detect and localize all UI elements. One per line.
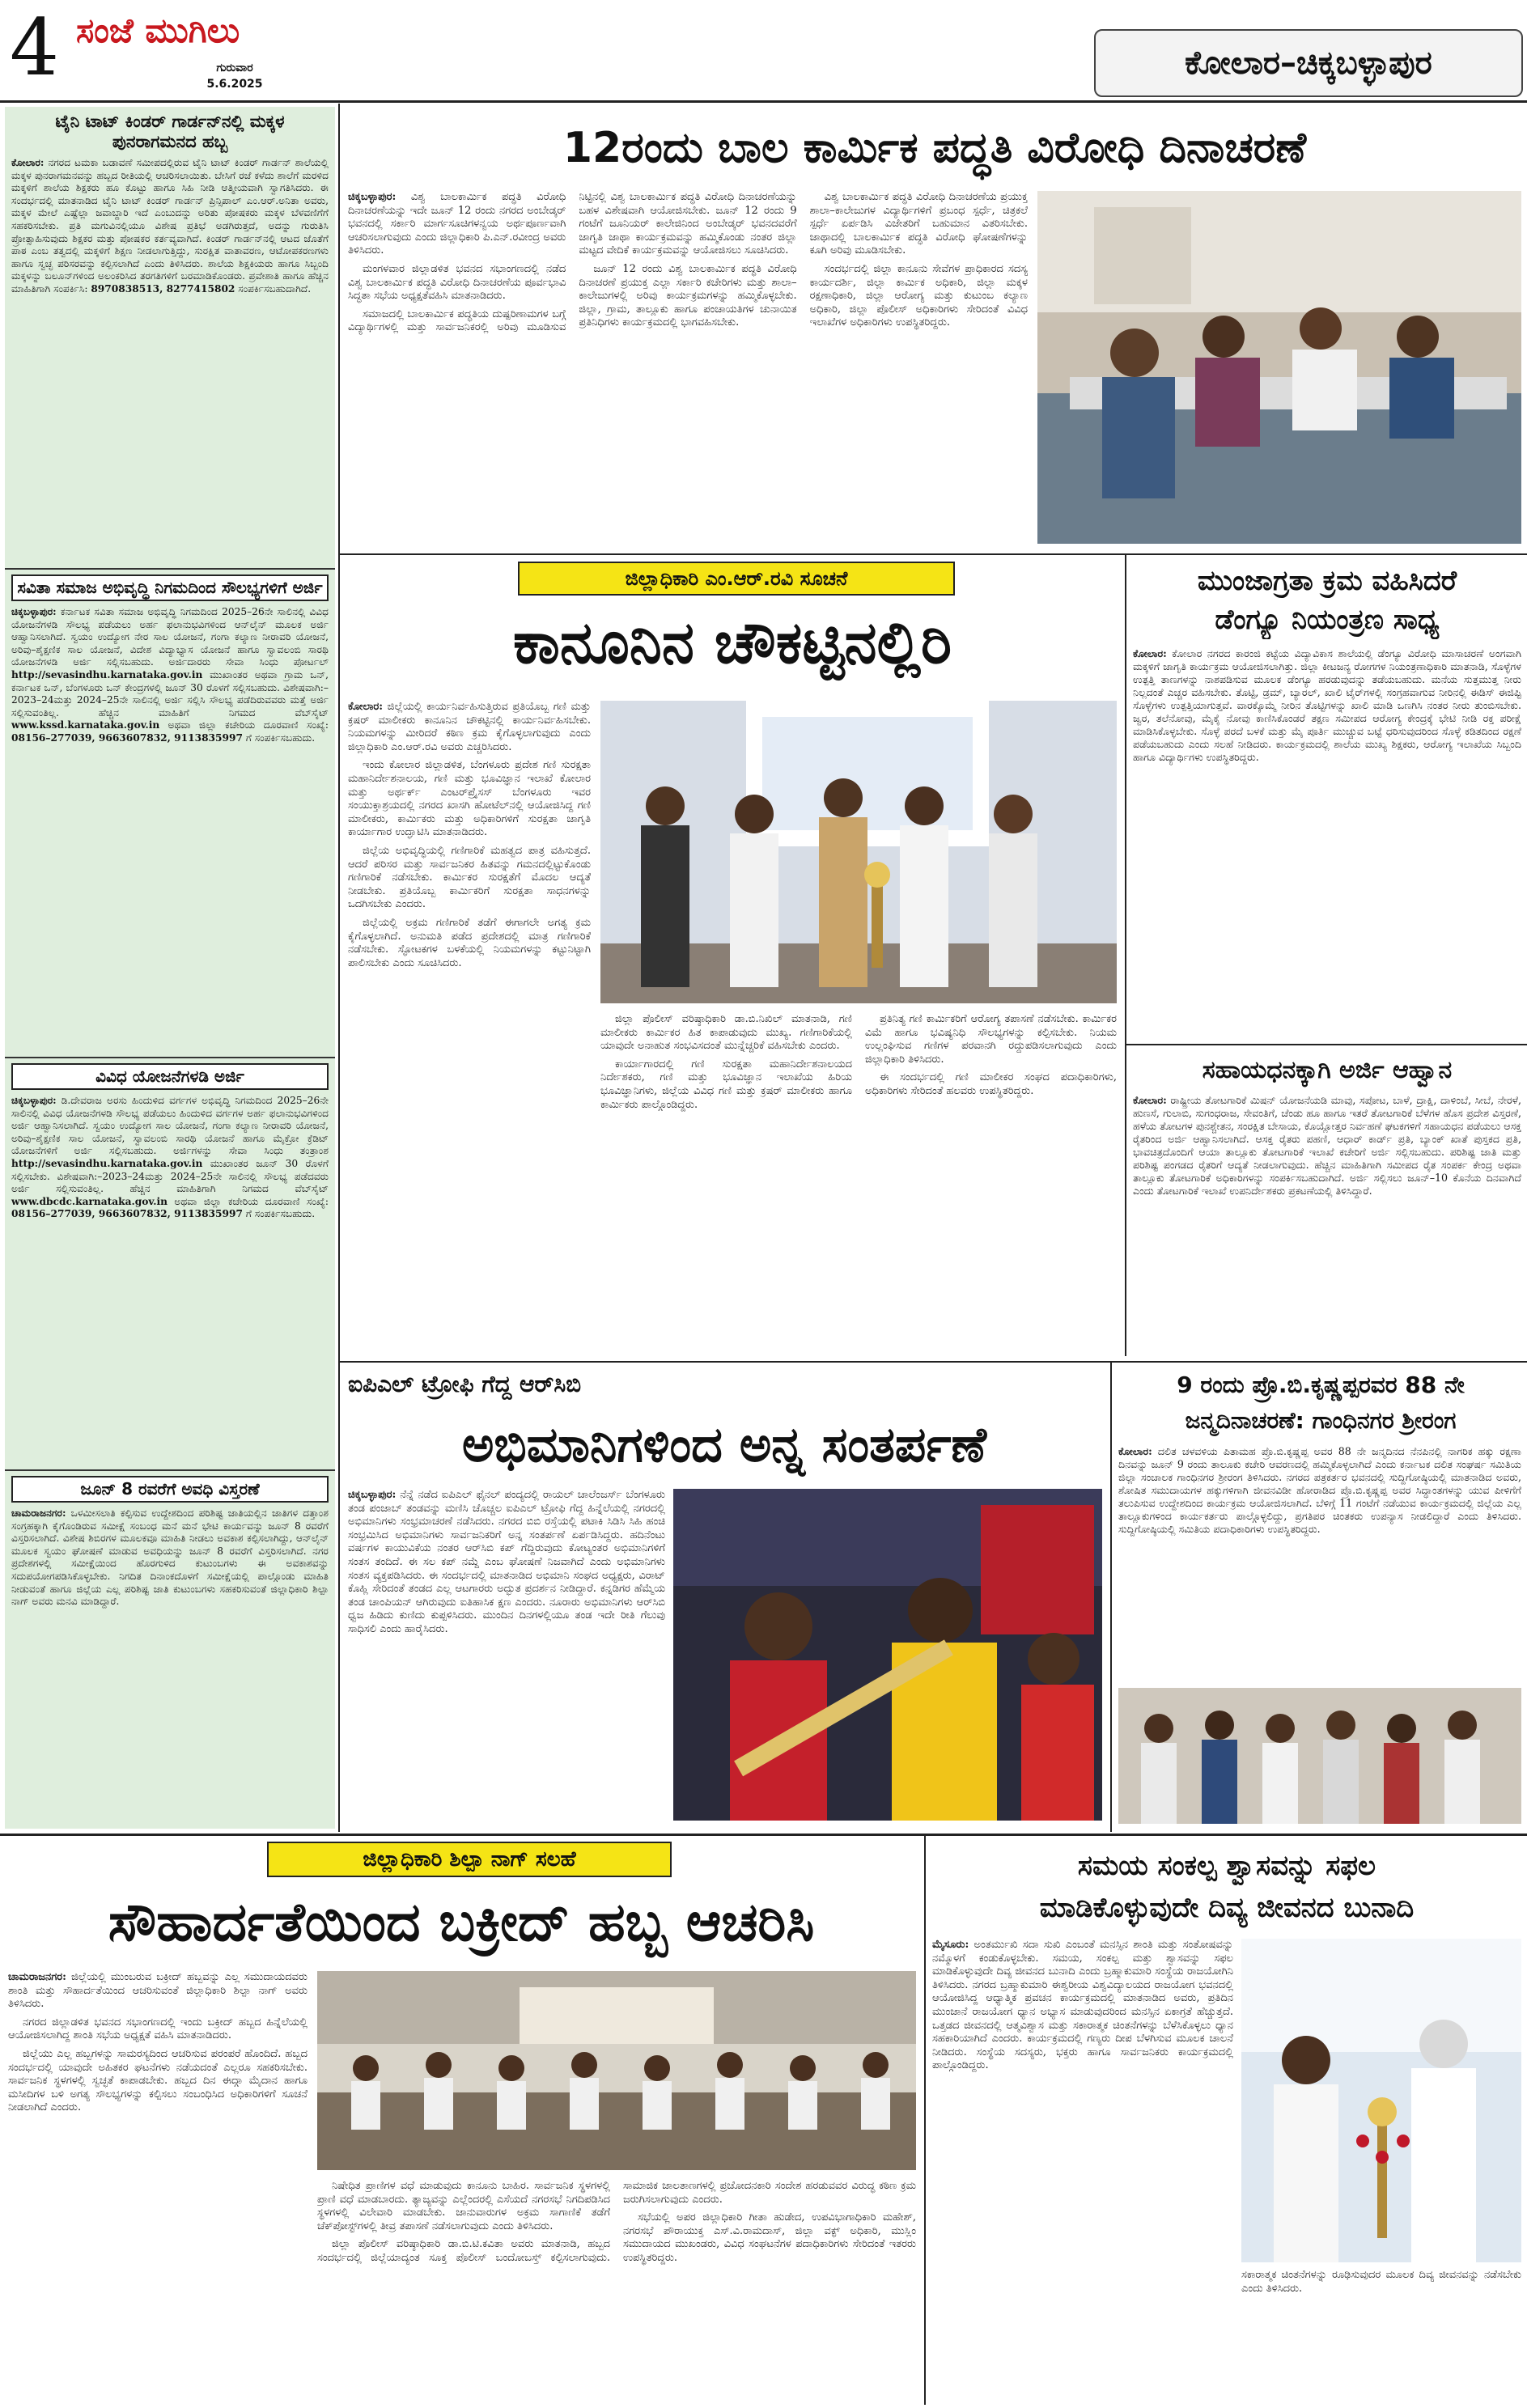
logo-text: ಸಂಜೆ ಮುಗಿಲು	[76, 11, 240, 50]
section-banner	[1094, 29, 1523, 97]
story-dengue-body: ಕೋಲಾರ: ಕೋಲಾರ ನಗರದ ಕಾರಂಜಿ ಕಟ್ಟೆಯ ವಿದ್ಯಾವಿಕಾಸ ಶಾಲೆಯಲ್ಲಿ ಡೆಂಗ್ಯೂ ವಿರೋಧಿ ಮಾಸಾಚರಣೆ ಅಂಗವಾಗಿ ಮಕ್ಕಳಿಗೆ ಜಾಗೃತಿ ಕಾರ್ಯಕ್ರಮ ಆಯೋಜಿಸಲಾಗಿತ್ತು. ಜಿಲ್ಲಾ ಕೀಟಜನ್ಯ ರೋಗಗಳ ನಿಯಂತ್ರಣಾಧಿಕಾರಿ ಮಾತನಾಡಿ, ಸೊಳ್ಳೆಗಳ ಉತ್ಪತ್ತಿ ತಾಣಗಳನ್ನು ನಾಶಪಡಿಸುವ ಮೂಲಕ ಡೆಂಗ್ಯೂ ಹರಡುವುದನ್ನು ತಡೆಯಬಹುದು. ಮನೆಯ ಸುತ್ತಮುತ್ತ ನೀರು ನಿಲ್ಲದಂತೆ ಎಚ್ಚರ ವಹಿಸಬೇಕು. ತೊಟ್ಟಿ, ಡ್ರಮ್, ಬ್ಯಾರಲ್, ಖಾಲಿ ಟೈರ್‌ಗಳಲ್ಲಿ ಸಂಗ್ರಹವಾಗುವ ನೀರಿನಲ್ಲಿ ಈಡಿಸ್ ಈಜಿಪ್ಟಿ ಸೊಳ್ಳೆಗಳು ಉತ್ಪತ್ತಿಯಾಗುತ್ತವೆ. ವಾರಕ್ಕೊಮ್ಮೆ ನೀರಿನ ತೊಟ್ಟಿಗಳನ್ನು ಖಾಲಿ ಮಾಡಿ ಒಣಗಿಸಿ ನಂತರ ನೀರು ತುಂಬಿಸಬೇಕು. ಜ್ವರ, ತಲೆನೋವು, ಮೈಕೈ ನೋವು ಕಾಣಿಸಿಕೊಂಡರೆ ತಕ್ಷಣ ಸಮೀಪದ ಆರೋಗ್ಯ ಕೇಂದ್ರಕ್ಕೆ ಭೇಟಿ ನೀಡಿ ರಕ್ತ ಪರೀಕ್ಷೆ ಮಾಡಿಸಿಕೊಳ್ಳಬೇಕು. ಸೊಳ್ಳೆ ಪರದೆ ಬಳಕೆ ಮತ್ತು ಮೈ ಪೂರ್ತಿ ಮುಚ್ಚುವ ಬಟ್ಟೆ ಧರಿಸುವುದರಿಂದ ಸೊಳ್ಳೆ ಕಡಿತದಿಂದ ರಕ್ಷಣೆ ಪಡೆಯಬಹುದು ಎಂದು ಸಲಹೆ ನೀಡಿದರು. ಕಾರ್ಯಕ್ರಮದಲ್ಲಿ ಶಾಲೆಯ ಮುಖ್ಯ ಶಿಕ್ಷಕರು, ಆರೋಗ್ಯ ಇಲಾಖೆಯ ಸಿಬ್ಬಂದಿ ಹಾಗೂ ವಿದ್ಯಾರ್ಥಿಗಳು ಉಪಸ್ಥಿತರಿದ್ದರು.	[1133, 647, 1521, 763]
photo-child-labour-meeting	[1037, 191, 1521, 544]
headline-assistance: ಸಹಾಯಧನಕ್ಕಾಗಿ ಅರ್ಜಿ ಆಹ್ವಾನ	[1202, 1056, 1453, 1084]
story-divine-body: ಮೈಸೂರು: ಅಂತರ್ಮುಖಿ ಸದಾ ಸುಖಿ ಎಂಬಂತೆ ಮನಸ್ಸಿನ ಶಾಂತಿ ಮತ್ತು ಸಂತೋಷವನ್ನು ನಮ್ಮೊಳಗೆ ಕಂಡುಕೊಳ್ಳಬೇಕು. ಸಮಯ, ಸಂಕಲ್ಪ ಮತ್ತು ಶ್ವಾಸವನ್ನು ಸಫಲ ಮಾಡಿಕೊಳ್ಳುವುದೇ ದಿವ್ಯ ಜೀವನದ ಬುನಾದಿ ಎಂದು ಬ್ರಹ್ಮಾಕುಮಾರಿ ಸಂಸ್ಥೆಯ ರಾಜಯೋಗಿನಿ ತಿಳಿಸಿದರು. ನಗರದ ಬ್ರಹ್ಮಾಕುಮಾರಿ ಈಶ್ವರೀಯ ವಿಶ್ವವಿದ್ಯಾಲಯದ ರಾಜಯೋಗ ಭವನದಲ್ಲಿ ಆಯೋಜಿಸಿದ್ದ ಆಧ್ಯಾತ್ಮಿಕ ಪ್ರವಚನ ಕಾರ್ಯಕ್ರಮದಲ್ಲಿ ಮಾತನಾಡಿದ ಅವರು, ಪ್ರತಿದಿನ ಮುಂಜಾನೆ ರಾಜಯೋಗ ಧ್ಯಾನ ಅಭ್ಯಾಸ ಮಾಡುವುದರಿಂದ ಮನಸ್ಸಿನ ಏಕಾಗ್ರತೆ ಹೆಚ್ಚುತ್ತದೆ. ಒತ್ತಡದ ಜೀವನದಲ್ಲಿ ಆತ್ಮವಿಶ್ವಾಸ ಮತ್ತು ಸಕಾರಾತ್ಮಕ ಚಿಂತನೆಗಳನ್ನು ಬೆಳೆಸಿಕೊಳ್ಳಲು ಧ್ಯಾನ ಸಹಕಾರಿಯಾಗಿದೆ ಎಂದರು. ಕಾರ್ಯಕ್ರಮದಲ್ಲಿ ಗಣ್ಯರು ದೀಪ ಬೆಳಗಿಸುವ ಮೂಲಕ ಚಾಲನೆ ನೀಡಿದರು. ಸಂಸ್ಥೆಯ ಸದಸ್ಯರು, ಭಕ್ತರು ಹಾಗೂ ಸಾರ್ವಜನಿಕರು ಕಾರ್ಯಕ್ರಮದಲ್ಲಿ ಪಾಲ್ಗೊಂಡಿದ್ದರು.	[932, 1939, 1233, 2072]
masthead-logo	[76, 5, 319, 61]
headline-divine-l1: ಸಮಯ ಸಂಕಲ್ಪ ಶ್ವಾಸವನ್ನು ಸಫಲ	[1077, 1850, 1376, 1882]
brief-body: ಚಿಕ್ಕಬಳ್ಳಾಪುರ: ಡಿ.ದೇವರಾಜ ಅರಸು ಹಿಂದುಳಿದ ವರ್ಗಗಳ ಅಭಿವೃದ್ಧಿ ನಿಗಮದಿಂದ 2025–26ನೇ ಸಾಲಿನಲ್ಲಿ ವಿವಿಧ ಯೋಜನೆಗಳಡಿ ಸೌಲಭ್ಯ ಪಡೆಯಲು ಹಿಂದುಳಿದ ವರ್ಗಗಳ ಅರ್ಹ ಫಲಾನುಭವಿಗಳಿಂದ ಅರ್ಜಿ ಆಹ್ವಾನಿಸಲಾಗಿದೆ. ಸ್ವಯಂ ಉದ್ಯೋಗ ಸಾಲ ಯೋಜನೆ, ಗಂಗಾ ಕಲ್ಯಾಣ ನೀರಾವರಿ ಯೋಜನೆ, ಅರಿವು–ಶೈಕ್ಷಣಿಕ ಸಾಲ ಯೋಜನೆ, ಸ್ವಾವಲಂಬಿ ಸಾರಥಿ ಯೋಜನೆ ಹಾಗೂ ಮೈಕ್ರೋ ಕ್ರೆಡಿಟ್ ಯೋಜನೆಗಳಿಗೆ ಅರ್ಜಿ ಸಲ್ಲಿಸಬಹುದು. ಅರ್ಜಿಗಳನ್ನು ಸೇವಾ ಸಿಂಧು ತಂತ್ರಾಂಶ http://sevasindhu.karnataka.gov.in ಮುಖಾಂತರ ಜೂನ್ 30 ರೊಳಗೆ ಸಲ್ಲಿಸಬೇಕು. ವಿಶೇಷವಾಗಿ:–2023–24ಮತ್ತು 2024–25ನೇ ಸಾಲಿನಲ್ಲಿ ಸೌಲಭ್ಯ ಪಡೆದವರು ಅರ್ಜಿ ಸಲ್ಲಿಸುವಂತಿಲ್ಲ. ಹೆಚ್ಚಿನ ಮಾಹಿತಿಗಾಗಿ ನಿಗಮದ ವೆಬ್‌ಸೈಟ್ www.dbcdc.karnataka.gov.in ಅಥವಾ ಜಿಲ್ಲಾ ಕಚೇರಿಯ ದೂರವಾಣಿ ಸಂಖ್ಯೆ: 08156–277039, 9663607832, 9113835997 ಗೆ ಸಂಪರ್ಕಿಸಬಹುದು.	[11, 1095, 329, 1220]
brief-body: ಕೋಲಾರ: ನಗರದ ಟಮಕಾ ಬಡಾವಣೆ ಸಮೀಪದಲ್ಲಿರುವ ಟೈನಿ ಟಾಟ್ ಕಿಂಡರ್ ಗಾರ್ಡನ್ ಶಾಲೆಯಲ್ಲಿ ಮಕ್ಕಳ ಪುನರಾಗಮನವನ್ನು ಹಬ್ಬದ ರೀತಿಯಲ್ಲಿ ಆಚರಿಸಲಾಯಿತು. ಬೇಸಿಗೆ ರಜೆ ಕಳೆದು ಶಾಲೆಗೆ ಮರಳಿದ ಮಕ್ಕಳಿಗೆ ಶಾಲೆಯ ಶಿಕ್ಷಕರು ಹೂ ಕೊಟ್ಟು ಹಾಗೂ ಸಿಹಿ ನೀಡಿ ಆತ್ಮೀಯವಾಗಿ ಸ್ವಾಗತಿಸಿದರು. ಈ ಸಂದರ್ಭದಲ್ಲಿ ಮಾತನಾಡಿದ ಟೈನಿ ಟಾಟ್ ಕಿಂಡರ್ ಗಾರ್ಡನ್ ಪ್ರಿನ್ಸಿಪಾಲ್ ಎಂ.ಆರ್.ಅನಿತಾ ಅವರು, ಮಕ್ಕಳ ಮೇಲೆ ಎಷ್ಟೆಲ್ಲಾ ಜವಾಬ್ದಾರಿ ಇದೆ ಎಂಬುದನ್ನು ಅರಿತು ಪೋಷಕರು ಮಕ್ಕಳ ಬೆಳವಣಿಗೆಗೆ ಸಹಕರಿಸಬೇಕು. ಪ್ರತಿ ಮಗುವಿನಲ್ಲಿಯೂ ವಿಶೇಷ ಪ್ರತಿಭೆ ಅಡಗಿರುತ್ತದೆ, ಅದನ್ನು ಗುರುತಿಸಿ ಪ್ರೋತ್ಸಾಹಿಸುವುದು ಶಿಕ್ಷಕರ ಮತ್ತು ಪೋಷಕರ ಕರ್ತವ್ಯವಾಗಿದೆ. ಕಿಂಡರ್ ಗಾರ್ಡನ್‌ನಲ್ಲಿ ಆಟದ ಜೊತೆಗೆ ಪಾಠ ಎಂಬ ತತ್ವದಲ್ಲಿ ಮಕ್ಕಳಿಗೆ ಶಿಕ್ಷಣ ನೀಡಲಾಗುತ್ತಿದ್ದು, ಸುರಕ್ಷಿತ ವಾತಾವರಣ, ಆಟೋಪಕರಣಗಳು ಹಾಗೂ ಸ್ವಚ್ಛ ಪರಿಸರವನ್ನು ಕಲ್ಪಿಸಲಾಗಿದೆ ಎಂದು ತಿಳಿಸಿದರು. ಶಾಲೆಯ ಶಿಕ್ಷಕಿಯರು ಹಾಗೂ ಸಿಬ್ಬಂದಿ ಮಕ್ಕಳನ್ನು ಬಲೂನ್‌ಗಳಿಂದ ಅಲಂಕರಿಸಿದ ತರಗತಿಗಳಿಗೆ ಬರಮಾಡಿಕೊಂಡರು. ಪ್ರವೇಶಾತಿ ಹಾಗೂ ಹೆಚ್ಚಿನ ಮಾಹಿತಿಗಾಗಿ ಸಂಪರ್ಕಿಸಿ: 8970838513, 8277415802 ಸಂಪರ್ಕಿಸಬಹುದಾಗಿದೆ.	[11, 157, 329, 295]
brief-tiny-tot	[5, 107, 335, 570]
headline-bakrid: ಸೌಹಾರ್ದತೆಯಿಂದ ಬಕ್ರೀದ್ ಹಬ್ಬ ಆಚರಿಸಿ	[108, 1891, 815, 1953]
sidebar-rule	[338, 104, 340, 1832]
section-title: ಕೋಲಾರ–ಚಿಕ್ಕಬಳ್ಳಾಪುರ	[1185, 45, 1432, 82]
story-divine-caption: ಸಕಾರಾತ್ಮಕ ಚಿಂತನೆಗಳನ್ನು ರೂಢಿಸುವುದರ ಮೂಲಕ ದಿವ್ಯ ಜೀವನವನ್ನು ನಡೆಸಬೇಕು ಎಂದು ತಿಳಿಸಿದರು.	[1241, 2269, 1521, 2295]
headline-law: ಕಾನೂನಿನ ಚೌಕಟ್ಟಿನಲ್ಲಿರಿ	[513, 608, 952, 676]
masthead	[0, 0, 1527, 101]
brief-body: ಚಾಮರಾಜನಗರ: ಒಳಮೀಸಲಾತಿ ಕಲ್ಪಿಸುವ ಉದ್ದೇಶದಿಂದ ಪರಿಶಿಷ್ಟ ಜಾತಿಯಲ್ಲಿನ ಜಾತಿಗಳ ದತ್ತಾಂಶ ಸಂಗ್ರಹಕ್ಕಾಗಿ ಕೈಗೊಂಡಿರುವ ಸಮೀಕ್ಷೆ ಸಂಬಂಧ ಮನೆ ಮನೆ ಭೇಟಿ ಕಾರ್ಯವನ್ನು ಜೂನ್ 8 ರವರೆಗೆ ವಿಸ್ತರಿಸಲಾಗಿದೆ. ವಿಶೇಷ ಶಿಬಿರಗಳ ಮೂಲಕವೂ ಮಾಹಿತಿ ನೀಡಲು ಅವಕಾಶ ಕಲ್ಪಿಸಲಾಗಿದ್ದು, ಆನ್‌ಲೈನ್ ಮೂಲಕ ಸ್ವಯಂ ಘೋಷಣೆ ಮಾಡುವ ಅವಧಿಯನ್ನು ಜೂನ್ 8 ರವರೆಗೆ ವಿಸ್ತರಿಸಲಾಗಿದೆ. ನಗರ ಪ್ರದೇಶಗಳಲ್ಲಿ ಸಮೀಕ್ಷೆಯಿಂದ ಹೊರಗುಳಿದ ಕುಟುಂಬಗಳು ಈ ಅವಕಾಶವನ್ನು ಸದುಪಯೋಗಪಡಿಸಿಕೊಳ್ಳಬೇಕು. ನಿಗದಿತ ದಿನಾಂಕದೊಳಗೆ ಸಮೀಕ್ಷೆಯಲ್ಲಿ ಪಾಲ್ಗೊಂಡು ಮಾಹಿತಿ ನೀಡುವಂತೆ ಹಾಗೂ ಜಿಲ್ಲೆಯ ಎಲ್ಲ ಪರಿಶಿಷ್ಟ ಜಾತಿ ಕುಟುಂಬಗಳು ಸಹಕರಿಸುವಂತೆ ಜಿಲ್ಲಾಧಿಕಾರಿ ಶಿಲ್ಪಾ ನಾಗ್ ಅವರು ಮನವಿ ಮಾಡಿದ್ದಾರೆ.	[11, 1507, 329, 1608]
masthead-day: ಗುರುವಾರ	[216, 61, 253, 74]
headline-dengue-l2: ಡೆಂಗ್ಯೂ ನಿಯಂತ್ರಣ ಸಾಧ್ಯ	[1215, 604, 1440, 636]
brief-headline: ಟೈನಿ ಟಾಟ್ ಕಿಂಡರ್ ಗಾರ್ಡನ್‌ನಲ್ಲಿ ಮಕ್ಕಳ ಪುನರಾಗಮನದ ಹಬ್ಬ	[55, 112, 285, 151]
story-krishnappa-body: ಕೋಲಾರ: ದಲಿತ ಚಳವಳಿಯ ಪಿತಾಮಹ ಪ್ರೊ.ಬಿ.ಕೃಷ್ಣಪ್ಪ ಅವರ 88 ನೇ ಜನ್ಮದಿನದ ನೆನಪಿನಲ್ಲಿ ನಾಗರಿಕ ಹಕ್ಕು ರಕ್ಷಣಾ ದಿನವನ್ನು ಜೂನ್ 9 ರಂದು ತಾಲೂಕು ಕಚೇರಿ ಆವರಣದಲ್ಲಿ ಹಮ್ಮಿಕೊಳ್ಳಲಾಗಿದೆ ಎಂದು ಕರ್ನಾಟಕ ದಲಿತ ಸಂಘರ್ಷ ಸಮಿತಿಯ ಜಿಲ್ಲಾ ಸಂಚಾಲಕ ಗಾಂಧಿನಗರ ಶ್ರೀರಂಗ ತಿಳಿಸಿದರು. ನಗರದ ಪತ್ರಕರ್ತರ ಭವನದಲ್ಲಿ ಸುದ್ದಿಗೋಷ್ಠಿಯಲ್ಲಿ ಮಾತನಾಡಿದ ಅವರು, ಶೋಷಿತ ಸಮುದಾಯಗಳ ಹಕ್ಕುಗಳಿಗಾಗಿ ಜೀವನವಿಡೀ ಹೋರಾಡಿದ ಪ್ರೊ.ಬಿ.ಕೃಷ್ಣಪ್ಪ ಅವರ ಸಿದ್ಧಾಂತಗಳನ್ನು ಯುವ ಪೀಳಿಗೆಗೆ ತಲುಪಿಸುವ ಉದ್ದೇಶದಿಂದ ಕಾರ್ಯಕ್ರಮ ಆಯೋಜಿಸಲಾಗಿದೆ. ಬೆಳಿಗ್ಗೆ 11 ಗಂಟೆಗೆ ನಡೆಯುವ ಕಾರ್ಯಕ್ರಮದಲ್ಲಿ ಜಿಲ್ಲೆಯ ಎಲ್ಲ ತಾಲ್ಲೂಕುಗಳಿಂದ ಕಾರ್ಯಕರ್ತರು ಪಾಲ್ಗೊಳ್ಳಲಿದ್ದು, ಪ್ರಗತಿಪರ ಚಿಂತಕರು ಉಪನ್ಯಾಸ ನೀಡಲಿದ್ದಾರೆ ಎಂದು ತಿಳಿಸಿದರು. ಸುದ್ದಿಗೋಷ್ಠಿಯಲ್ಲಿ ಸಮಿತಿಯ ಪದಾಧಿಕಾರಿಗಳು ಉಪಸ್ಥಿತರಿದ್ದರು.	[1118, 1445, 1521, 1535]
sidebar-briefs	[5, 107, 335, 1829]
story-rcb-body: ಚಿಕ್ಕಬಳ್ಳಾಪುರ: ನೆನ್ನೆ ನಡೆದ ಐಪಿಎಲ್ ಫೈನಲ್ ಪಂದ್ಯದಲ್ಲಿ ರಾಯಲ್ ಚಾಲೆಂಜರ್ಸ್ ಬೆಂಗಳೂರು ತಂಡ ಪಂಜಾಬ್ ತಂಡವನ್ನು ಮಣಿಸಿ ಚೊಚ್ಚಲ ಐಪಿಎಲ್ ಟ್ರೋಫಿ ಗೆದ್ದ ಹಿನ್ನೆಲೆಯಲ್ಲಿ ನಗರದಲ್ಲಿ ಅಭಿಮಾನಿಗಳು ಸಂಭ್ರಮಾಚರಣೆ ನಡೆಸಿದರು. ನಗರದ ಬಿಬಿ ರಸ್ತೆಯಲ್ಲಿ ಪಟಾಕಿ ಸಿಡಿಸಿ ಸಿಹಿ ಹಂಚಿ ಸಂಭ್ರಮಿಸಿದ ಅಭಿಮಾನಿಗಳು ಸಾರ್ವಜನಿಕರಿಗೆ ಅನ್ನ ಸಂತರ್ಪಣೆ ಏರ್ಪಡಿಸಿದ್ದರು. ಹದಿನೆಂಟು ವರ್ಷಗಳ ಕಾಯುವಿಕೆಯ ನಂತರ ಆರ್‌ಸಿಬಿ ಕಪ್ ಗೆದ್ದಿರುವುದು ಕೋಟ್ಯಂತರ ಅಭಿಮಾನಿಗಳಿಗೆ ಸಂತಸ ತಂದಿದೆ. ಈ ಸಲ ಕಪ್ ನಮ್ದೆ ಎಂಬ ಘೋಷಣೆ ನಿಜವಾಗಿದೆ ಎಂದು ಅಭಿಮಾನಿಗಳು ಸಂತಸ ವ್ಯಕ್ತಪಡಿಸಿದರು. ಈ ಸಂದರ್ಭದಲ್ಲಿ ಮಾತನಾಡಿದ ಅಭಿಮಾನಿ ಸಂಘದ ಅಧ್ಯಕ್ಷರು, ವಿರಾಟ್ ಕೊಹ್ಲಿ ಸೇರಿದಂತೆ ತಂಡದ ಎಲ್ಲ ಆಟಗಾರರು ಅದ್ಭುತ ಪ್ರದರ್ಶನ ನೀಡಿದ್ದಾರೆ. ಕನ್ನಡಿಗರ ಹೆಮ್ಮೆಯ ತಂಡ ಚಾಂಪಿಯನ್ ಆಗಿರುವುದು ಐತಿಹಾಸಿಕ ಕ್ಷಣ ಎಂದರು. ನೂರಾರು ಅಭಿಮಾನಿಗಳು ಆರ್‌ಸಿಬಿ ಧ್ವಜ ಹಿಡಿದು ಕುಣಿದು ಕುಪ್ಪಳಿಸಿದರು. ಮುಂದಿನ ದಿನಗಳಲ್ಲಿಯೂ ತಂಡ ಇದೇ ರೀತಿ ಗೆಲುವು ಸಾಧಿಸಲಿ ಎಂದು ಹಾರೈಸಿದರು.	[348, 1489, 665, 1635]
rule-bakrid-right	[924, 1835, 926, 2405]
rule-bottom-band	[0, 1834, 1527, 1836]
meeting-photo-illustration	[1037, 191, 1521, 544]
brief-various-schemes	[5, 1058, 335, 1471]
brief-june8-extension	[5, 1471, 335, 1827]
headline-dengue-l1: ಮುಂಜಾಗ್ರತಾ ಕ್ರಮ ವಹಿಸಿದರೆ	[1197, 565, 1457, 597]
rcb-celebration-photo-illustration	[673, 1489, 1102, 1821]
masthead-rule	[0, 100, 1527, 103]
masthead-date: 5.6.2025	[206, 78, 263, 91]
headline-krishnappa-l1: 9 ರಂದು ಪ್ರೊ.ಬಿ.ಕೃಷ್ಣಪ್ಪರವರ 88 ನೇ	[1177, 1371, 1465, 1398]
story-bakrid-below-photo: ನಿಷೇಧಿತ ಪ್ರಾಣಿಗಳ ವಧೆ ಮಾಡುವುದು ಕಾನೂನು ಬಾಹಿರ. ಸಾರ್ವಜನಿಕ ಸ್ಥಳಗಳಲ್ಲಿ ಪ್ರಾಣಿ ವಧೆ ಮಾಡಬಾರದು. ತ್ಯಾಜ್ಯವನ್ನು ಎಲ್ಲೆಂದರಲ್ಲಿ ಎಸೆಯದೆ ನಗರಸಭೆ ನಿಗದಿಪಡಿಸಿದ ಸ್ಥಳಗಳಲ್ಲಿ ವಿಲೇವಾರಿ ಮಾಡಬೇಕು. ಜಾನುವಾರುಗಳ ಅಕ್ರಮ ಸಾಗಾಣಿಕೆ ತಡೆಗೆ ಚೆಕ್‌ಪೋಸ್ಟ್‌ಗಳಲ್ಲಿ ತೀವ್ರ ತಪಾಸಣೆ ನಡೆಸಲಾಗುವುದು ಎಂದು ತಿಳಿಸಿದರು. ಜಿಲ್ಲಾ ಪೊಲೀಸ್ ವರಿಷ್ಠಾಧಿಕಾರಿ ಡಾ.ಬಿ.ಟಿ.ಕವಿತಾ ಅವರು ಮಾತನಾಡಿ, ಹಬ್ಬದ ಸಂದರ್ಭದಲ್ಲಿ ಜಿಲ್ಲೆಯಾದ್ಯಂತ ಸೂಕ್ತ ಪೊಲೀಸ್ ಬಂದೋಬಸ್ತ್ ಕಲ್ಪಿಸಲಾಗುವುದು. ಸಾಮಾಜಿಕ ಜಾಲತಾಣಗಳಲ್ಲಿ ಪ್ರಚೋದನಕಾರಿ ಸಂದೇಶ ಹರಡುವವರ ವಿರುದ್ಧ ಕಠಿಣ ಕ್ರಮ ಜರುಗಿಸಲಾಗುವುದು ಎಂದರು. ಸಭೆಯಲ್ಲಿ ಅಪರ ಜಿಲ್ಲಾಧಿಕಾರಿ ಗೀತಾ ಹುಡೇದ, ಉಪವಿಭಾಗಾಧಿಕಾರಿ ಮಹೇಶ್, ನಗರಸಭೆ ಪೌರಾಯುಕ್ತ ಎಸ್.ವಿ.ರಾಮದಾಸ್, ಜಿಲ್ಲಾ ವಕ್ಫ್ ಅಧಿಕಾರಿ, ಮುಸ್ಲಿಂ ಸಮುದಾಯದ ಮುಖಂಡರು, ವಿವಿಧ ಸಂಘಟನೆಗಳ ಪದಾಧಿಕಾರಿಗಳು ಸೇರಿದಂತೆ ಇತರರು ಉಪಸ್ಥಿತರಿದ್ದರು.	[317, 2180, 916, 2264]
brief-savitha	[5, 570, 335, 1058]
story-assistance-body: ಕೋಲಾರ: ರಾಷ್ಟ್ರೀಯ ತೋಟಗಾರಿಕೆ ಮಿಷನ್ ಯೋಜನೆಯಡಿ ಮಾವು, ಸಪೋಟ, ಬಾಳೆ, ದ್ರಾಕ್ಷಿ, ದಾಳಿಂಬೆ, ಸೀಬೆ, ನೇರಳೆ, ಹುಣಸೆ, ಗುಲಾಬಿ, ಸುಗಂಧರಾಜ, ಸೇವಂತಿಗೆ, ಚೆಂಡು ಹೂ ಹಾಗೂ ಇತರೆ ತೋಟಗಾರಿಕೆ ಬೆಳೆಗಳ ಹೊಸ ಪ್ರದೇಶ ವಿಸ್ತರಣೆ, ಹಳೆಯ ತೋಟಗಳ ಪುನಶ್ಚೇತನ, ಸಂರಕ್ಷಿತ ಬೇಸಾಯ, ಕೊಯ್ಲೋತ್ತರ ನಿರ್ವಹಣೆ ಘಟಕಗಳಿಗೆ ಸಹಾಯಧನ ಪಡೆಯಲು ಆಸಕ್ತ ರೈತರಿಂದ ಅರ್ಜಿ ಆಹ್ವಾನಿಸಲಾಗಿದೆ. ಆಸಕ್ತ ರೈತರು ಪಹಣಿ, ಆಧಾರ್ ಕಾರ್ಡ್ ಪ್ರತಿ, ಬ್ಯಾಂಕ್ ಖಾತೆ ಪುಸ್ತಕದ ಪ್ರತಿ, ಭಾವಚಿತ್ರದೊಂದಿಗೆ ಆಯಾ ತಾಲ್ಲೂಕು ತೋಟಗಾರಿಕೆ ಇಲಾಖೆ ಕಚೇರಿಗೆ ಅರ್ಜಿ ಸಲ್ಲಿಸಬಹುದು. ಪರಿಶಿಷ್ಟ ಜಾತಿ ಮತ್ತು ಪರಿಶಿಷ್ಟ ಪಂಗಡದ ರೈತರಿಗೆ ಆದ್ಯತೆ ನೀಡಲಾಗುವುದು. ಹೆಚ್ಚಿನ ಮಾಹಿತಿಗಾಗಿ ಸಮೀಪದ ರೈತ ಸಂಪರ್ಕ ಕೇಂದ್ರ ಅಥವಾ ತಾಲ್ಲೂಕು ತೋಟಗಾರಿಕೆ ಅಧಿಕಾರಿಗಳನ್ನು ಸಂಪರ್ಕಿಸಬಹುದಾಗಿದೆ. ಅರ್ಜಿ ಸಲ್ಲಿಸಲು ಜೂನ್–10 ಕೊನೆಯ ದಿನವಾಗಿದೆ ಎಂದು ತೋಟಗಾರಿಕೆ ಇಲಾಖೆ ಉಪನಿರ್ದೇಶಕರು ಪ್ರಕಟಣೆಯಲ್ಲಿ ತಿಳಿಸಿದ್ದಾರೆ.	[1133, 1094, 1521, 1197]
photo-bakrid-meeting	[317, 1971, 916, 2170]
brief-body: ಚಿಕ್ಕಬಳ್ಳಾಪುರ: ಕರ್ನಾಟಕ ಸವಿತಾ ಸಮಾಜ ಅಭಿವೃದ್ಧಿ ನಿಗಮದಿಂದ 2025–26ನೇ ಸಾಲಿನಲ್ಲಿ ವಿವಿಧ ಯೋಜನೆಗಳಡಿ ಸೌಲಭ್ಯ ಪಡೆಯಲು ಅರ್ಹ ಫಲಾನುಭವಿಗಳಿಂದ ಆನ್‌ಲೈನ್ ಮೂಲಕ ಅರ್ಜಿ ಆಹ್ವಾನಿಸಲಾಗಿದೆ. ಸ್ವಯಂ ಉದ್ಯೋಗ ನೇರ ಸಾಲ ಯೋಜನೆ, ಗಂಗಾ ಕಲ್ಯಾಣ ನೀರಾವರಿ ಯೋಜನೆ, ಅರಿವು–ಶೈಕ್ಷಣಿಕ ಸಾಲ ಯೋಜನೆ, ವಿದೇಶ ವಿದ್ಯಾಭ್ಯಾಸ ಯೋಜನೆ ಹಾಗೂ ಸ್ವಾವಲಂಬಿ ಸಾರಥಿ ಯೋಜನೆಗಳಡಿ ಅರ್ಜಿ ಸಲ್ಲಿಸಬಹುದು. ಅರ್ಜಿದಾರರು ಸೇವಾ ಸಿಂಧು ಪೋರ್ಟಲ್ http://sevasindhu.karnataka.gov.in ಮುಖಾಂತರ ಅಥವಾ ಗ್ರಾಮ ಒನ್, ಕರ್ನಾಟಕ ಒನ್, ಬೆಂಗಳೂರು ಒನ್ ಕೇಂದ್ರಗಳಲ್ಲಿ ಜೂನ್ 30 ರೊಳಗೆ ಸಲ್ಲಿಸಬಹುದು. ವಿಶೇಷವಾಗಿ:–2023–24ಮತ್ತು 2024–25ನೇ ಸಾಲಿನಲ್ಲಿ ಅರ್ಜಿ ಸಲ್ಲಿಸಿ ಸೌಲಭ್ಯ ಪಡೆದಿರುವವರು ಮತ್ತೆ ಅರ್ಜಿ ಸಲ್ಲಿಸುವಂತಿಲ್ಲ. ಹೆಚ್ಚಿನ ಮಾಹಿತಿಗೆ ನಿಗಮದ ವೆಬ್‌ಸೈಟ್ www.kssd.karnataka.gov.in ಅಥವಾ ಜಿಲ್ಲಾ ಕಚೇರಿಯ ದೂರವಾಣಿ ಸಂಖ್ಯೆ: 08156–277039, 9663607832, 9113835997 ಗೆ ಸಂಪರ್ಕಿಸಬಹುದು.	[11, 606, 329, 744]
peace-meeting-photo-illustration	[317, 1971, 916, 2170]
brief-headline: ವಿವಿಧ ಯೋಜನೆಗಳಡಿ ಅರ್ಜಿ	[11, 1063, 329, 1090]
rule-after-dengue	[1126, 1044, 1527, 1045]
photo-divine-lamp	[1241, 1939, 1521, 2262]
rule-after-child-labour	[340, 553, 1527, 555]
story-law-col1: ಕೋಲಾರ: ಜಿಲ್ಲೆಯಲ್ಲಿ ಕಾರ್ಯನಿರ್ವಹಿಸುತ್ತಿರುವ ಪ್ರತಿಯೊಬ್ಬ ಗಣಿ ಮತ್ತು ಕ್ರಷರ್ ಮಾಲೀಕರು ಕಾನೂನಿನ ಚೌಕಟ್ಟಿನಲ್ಲಿ ಕಾರ್ಯನಿರ್ವಹಿಸಬೇಕು. ನಿಯಮಗಳನ್ನು ಮೀರಿದರೆ ಕಠಿಣ ಕ್ರಮ ಕೈಗೊಳ್ಳಲಾಗುವುದು ಎಂದು ಜಿಲ್ಲಾಧಿಕಾರಿ ಎಂ.ಆರ್.ರವಿ ಅವರು ಎಚ್ಚರಿಸಿದರು. ಇಂದು ಕೋಲಾರ ಜಿಲ್ಲಾಡಳಿತ, ಬೆಂಗಳೂರು ಪ್ರದೇಶ ಗಣಿ ಸುರಕ್ಷತಾ ಮಹಾನಿರ್ದೇಶನಾಲಯ, ಗಣಿ ಮತ್ತು ಭೂವಿಜ್ಞಾನ ಇಲಾಖೆ ಕೋಲಾರ ಮತ್ತು ಅರ್ಥರ್ಕ್ ಎಂಟರ್‌ಪ್ರೈಸಸ್ ಬೆಂಗಳೂರು ಇವರ ಸಂಯುಕ್ತಾಶ್ರಯದಲ್ಲಿ ನಗರದ ಖಾಸಗಿ ಹೋಟೆಲ್‌ನಲ್ಲಿ ಆಯೋಜಿಸಿದ್ದ ಗಣಿ ಮಾಲೀಕರು, ಕಾರ್ಮಿಕರು ಮತ್ತು ಅಧಿಕಾರಿಗಳಿಗೆ ಸುರಕ್ಷತಾ ಜಾಗೃತಿ ಕಾರ್ಯಾಗಾರ ಉದ್ಘಾಟಿಸಿ ಮಾತನಾಡಿದರು. ಜಿಲ್ಲೆಯ ಅಭಿವೃದ್ಧಿಯಲ್ಲಿ ಗಣಿಗಾರಿಕೆ ಮಹತ್ವದ ಪಾತ್ರ ವಹಿಸುತ್ತದೆ. ಆದರೆ ಪರಿಸರ ಮತ್ತು ಸಾರ್ವಜನಿಕರ ಹಿತವನ್ನು ಗಮನದಲ್ಲಿಟ್ಟುಕೊಂಡು ಗಣಿಗಾರಿಕೆ ನಡೆಸಬೇಕು. ಕಾರ್ಮಿಕರ ಸುರಕ್ಷತೆಗೆ ಮೊದಲ ಆದ್ಯತೆ ನೀಡಬೇಕು. ಪ್ರತಿಯೊಬ್ಬ ಕಾರ್ಮಿಕರಿಗೆ ಸುರಕ್ಷತಾ ಸಾಧನಗಳನ್ನು ಒದಗಿಸಬೇಕು ಎಂದರು. ಜಿಲ್ಲೆಯಲ್ಲಿ ಅಕ್ರಮ ಗಣಿಗಾರಿಕೆ ತಡೆಗೆ ಈಗಾಗಲೇ ಅಗತ್ಯ ಕ್ರಮ ಕೈಗೊಳ್ಳಲಾಗಿದೆ. ಅನುಮತಿ ಪಡೆದ ಪ್ರದೇಶದಲ್ಲಿ ಮಾತ್ರ ಗಣಿಗಾರಿಕೆ ನಡೆಸಬೇಕು. ಸ್ಫೋಟಕಗಳ ಬಳಕೆಯಲ್ಲಿ ನಿಯಮಗಳನ್ನು ಕಟ್ಟುನಿಟ್ಟಾಗಿ ಪಾಲಿಸಬೇಕು ಎಂದು ಸೂಚಿಸಿದರು.	[348, 701, 591, 969]
headline-rcb: ಅಭಿಮಾನಿಗಳಿಂದ ಅನ್ನ ಸಂತರ್ಪಣೆ	[461, 1417, 987, 1473]
page-number: 4	[10, 3, 60, 93]
rule-rcb-right	[1110, 1363, 1112, 1832]
rule-mid-band	[340, 1361, 1527, 1363]
headline-divine-l2: ಮಾಡಿಕೊಳ್ಳುವುದೇ ದಿವ್ಯ ಜೀವನದ ಬುನಾದಿ	[1039, 1892, 1415, 1924]
brief-headline: ಸವಿತಾ ಸಮಾಜ ಅಭಿವೃದ್ಧಿ ನಿಗಮದಿಂದ ಸೌಲಭ್ಯಗಳಿಗೆ ಅರ್ಜಿ	[11, 574, 329, 601]
photo-krishnappa-press	[1118, 1688, 1521, 1824]
rule-law-right	[1125, 555, 1126, 1356]
kicker-rcb: ಐಪಿಎಲ್ ಟ್ರೋಫಿ ಗೆದ್ದ ಆರ್‌ಸಿಬಿ	[348, 1367, 736, 1405]
kicker-law: ಜಿಲ್ಲಾಧಿಕಾರಿ ಎಂ.ಆರ್.ರವಿ ಸೂಚನೆ	[518, 562, 955, 596]
photo-law-lamp-lighting	[600, 701, 1117, 1003]
kicker-bakrid: ಜಿಲ್ಲಾಧಿಕಾರಿ ಶಿಲ್ಪಾ ನಾಗ್ ಸಲಹೆ	[267, 1842, 672, 1877]
photo-rcb-celebration	[673, 1489, 1102, 1821]
story-child-labour-body: ಚಿಕ್ಕಬಳ್ಳಾಪುರ: ವಿಶ್ವ ಬಾಲಕಾರ್ಮಿಕ ಪದ್ಧತಿ ವಿರೋಧಿ ದಿನಾಚರಣೆಯನ್ನು ಇದೇ ಜೂನ್ 12 ರಂದು ನಗರದ ಅಂಬೇಡ್ಕರ್ ಭವನದಲ್ಲಿ ಸರ್ಕಾರಿ ಮಾರ್ಗಸೂಚಿಗಳನ್ವಯ ಅರ್ಥಪೂರ್ಣವಾಗಿ ಆಚರಿಸಲಾಗುವುದು ಎಂದು ಜಿಲ್ಲಾಧಿಕಾರಿ ಪಿ.ಎನ್.ರವೀಂದ್ರ ಅವರು ತಿಳಿಸಿದರು. ಮಂಗಳವಾರ ಜಿಲ್ಲಾಡಳಿತ ಭವನದ ಸಭಾಂಗಣದಲ್ಲಿ ನಡೆದ ವಿಶ್ವ ಬಾಲಕಾರ್ಮಿಕ ಪದ್ಧತಿ ವಿರೋಧಿ ದಿನಾಚರಣೆಯ ಪೂರ್ವಭಾವಿ ಸಿದ್ಧತಾ ಸಭೆಯ ಅಧ್ಯಕ್ಷತೆವಹಿಸಿ ಮಾತನಾಡಿದರು. ಸಮಾಜದಲ್ಲಿ ಬಾಲಕಾರ್ಮಿಕ ಪದ್ಧತಿಯ ದುಷ್ಪರಿಣಾಮಗಳ ಬಗ್ಗೆ ವಿದ್ಯಾರ್ಥಿಗಳಲ್ಲಿ ಮತ್ತು ಸಾರ್ವಜನಿಕರಲ್ಲಿ ಅರಿವು ಮೂಡಿಸುವ ನಿಟ್ಟಿನಲ್ಲಿ ವಿಶ್ವ ಬಾಲಕಾರ್ಮಿಕ ಪದ್ಧತಿ ವಿರೋಧಿ ದಿನಾಚರಣೆಯನ್ನು ಬಹಳ ವಿಶೇಷವಾಗಿ ಆಯೋಜಿಸಬೇಕು. ಜೂನ್ 12 ರಂದು 9 ಗಂಟೆಗೆ ಜೂನಿಯರ್ ಕಾಲೇಜಿನಿಂದ ಅಂಬೇಡ್ಕರ್ ಭವನದವರೆಗೆ ಜಾಗೃತಿ ಜಾಥಾ ಕಾರ್ಯಕ್ರಮವನ್ನು ಹಮ್ಮಿಕೊಂಡು ನಂತರ ಜಿಲ್ಲಾ ಮಟ್ಟದ ವೇದಿಕೆ ಕಾರ್ಯಕ್ರಮವನ್ನು ಆಯೋಜಿಸಲು ಸೂಚಿಸಿದರು. ಜೂನ್ 12 ರಂದು ವಿಶ್ವ ಬಾಲಕಾರ್ಮಿಕ ಪದ್ಧತಿ ವಿರೋಧಿ ದಿನಾಚರಣೆ ಪ್ರಯುಕ್ತ ಎಲ್ಲಾ ಸರ್ಕಾರಿ ಕಚೇರಿಗಳು ಮತ್ತು ಶಾಲಾ–ಕಾಲೇಜುಗಳಲ್ಲಿ ಅರಿವು ಕಾರ್ಯಕ್ರಮಗಳನ್ನು ಹಮ್ಮಿಕೊಳ್ಳಬೇಕು. ಜಿಲ್ಲಾ, ಗ್ರಾಮ, ತಾಲ್ಲೂಕು ಹಾಗೂ ಪಂಚಾಯತಿಗಳ ಚುನಾಯಿತ ಪ್ರತಿನಿಧಿಗಳು ಕಾರ್ಯಕ್ರಮದಲ್ಲಿ ಭಾಗವಹಿಸಬೇಕು. ವಿಶ್ವ ಬಾಲಕಾರ್ಮಿಕ ಪದ್ಧತಿ ವಿರೋಧಿ ದಿನಾಚರಣೆಯ ಪ್ರಯುಕ್ತ ಶಾಲಾ–ಕಾಲೇಜುಗಳ ವಿದ್ಯಾರ್ಥಿಗಳಿಗೆ ಪ್ರಬಂಧ ಸ್ಪರ್ಧೆ, ಚಿತ್ರಕಲೆ ಸ್ಪರ್ಧೆ ಏರ್ಪಡಿಸಿ ವಿಜೇತರಿಗೆ ಬಹುಮಾನ ವಿತರಿಸಬೇಕು. ಜಾಥಾದಲ್ಲಿ ಬಾಲಕಾರ್ಮಿಕ ಪದ್ಧತಿ ವಿರೋಧಿ ಘೋಷಣೆಗಳನ್ನು ಕೂಗಿ ಅರಿವು ಮೂಡಿಸಬೇಕು. ಸಂದರ್ಭದಲ್ಲಿ ಜಿಲ್ಲಾ ಕಾನೂನು ಸೇವೆಗಳ ಪ್ರಾಧಿಕಾರದ ಸದಸ್ಯ ಕಾರ್ಯದರ್ಶಿ, ಜಿಲ್ಲಾ ಕಾರ್ಮಿಕ ಅಧಿಕಾರಿ, ಜಿಲ್ಲಾ ಮಕ್ಕಳ ರಕ್ಷಣಾಧಿಕಾರಿ, ಜಿಲ್ಲಾ ಆರೋಗ್ಯ ಮತ್ತು ಕುಟುಂಬ ಕಲ್ಯಾಣ ಅಧಿಕಾರಿ, ಜಿಲ್ಲಾ ಪೊಲೀಸ್ ಅಧಿಕಾರಿಗಳು ಸೇರಿದಂತೆ ವಿವಿಧ ಇಲಾಖೆಗಳ ಅಧಿಕಾರಿಗಳು ಉಪಸ್ಥಿತರಿದ್ದರು.	[348, 191, 1028, 334]
brief-headline: ಜೂನ್ 8 ರವರೆಗೆ ಅವಧಿ ವಿಸ್ತರಣೆ	[11, 1476, 329, 1503]
lamp-lighting-photo-illustration	[600, 701, 1117, 1003]
spiritual-event-photo-illustration	[1241, 1939, 1521, 2262]
headline-child-labour: 12ರಂದು ಬಾಲ ಕಾರ್ಮಿಕ ಪದ್ಧತಿ ವಿರೋಧಿ ದಿನಾಚರಣೆ	[562, 124, 1307, 172]
story-bakrid-col1: ಚಾಮರಾಜನಗರ: ಜಿಲ್ಲೆಯಲ್ಲಿ ಮುಂಬರುವ ಬಕ್ರೀದ್ ಹಬ್ಬವನ್ನು ಎಲ್ಲ ಸಮುದಾಯದವರು ಶಾಂತಿ ಮತ್ತು ಸೌಹಾರ್ದತೆಯಿಂದ ಆಚರಿಸುವಂತೆ ಜಿಲ್ಲಾಧಿಕಾರಿ ಶಿಲ್ಪಾ ನಾಗ್ ಅವರು ತಿಳಿಸಿದರು. ನಗರದ ಜಿಲ್ಲಾಡಳಿತ ಭವನದ ಸಭಾಂಗಣದಲ್ಲಿ ಇಂದು ಬಕ್ರೀದ್ ಹಬ್ಬದ ಹಿನ್ನೆಲೆಯಲ್ಲಿ ಆಯೋಜಿಸಲಾಗಿದ್ದ ಶಾಂತಿ ಸಭೆಯ ಅಧ್ಯಕ್ಷತೆ ವಹಿಸಿ ಮಾತನಾಡಿದರು. ಜಿಲ್ಲೆಯು ಎಲ್ಲ ಹಬ್ಬಗಳನ್ನು ಸಾಮರಸ್ಯದಿಂದ ಆಚರಿಸುವ ಪರಂಪರೆ ಹೊಂದಿದೆ. ಹಬ್ಬದ ಸಂದರ್ಭದಲ್ಲಿ ಯಾವುದೇ ಅಹಿತಕರ ಘಟನೆಗಳು ನಡೆಯದಂತೆ ಎಲ್ಲರೂ ಸಹಕರಿಸಬೇಕು. ಸಾರ್ವಜನಿಕ ಸ್ಥಳಗಳಲ್ಲಿ ಸ್ವಚ್ಛತೆ ಕಾಪಾಡಬೇಕು. ಹಬ್ಬದ ದಿನ ಈದ್ಗಾ ಮೈದಾನ ಹಾಗೂ ಮಸೀದಿಗಳ ಬಳಿ ಅಗತ್ಯ ಸೌಲಭ್ಯಗಳನ್ನು ಕಲ್ಪಿಸಲು ಸಂಬಂಧಿಸಿದ ಅಧಿಕಾರಿಗಳಿಗೆ ಸೂಚನೆ ನೀಡಲಾಗಿದೆ ಎಂದರು.	[8, 1971, 308, 2114]
headline-krishnappa-l2: ಜನ್ಮದಿನಾಚರಣೆ: ಗಾಂಧಿನಗರ ಶ್ರೀರಂಗ	[1185, 1407, 1457, 1434]
press-meet-photo-illustration	[1118, 1688, 1521, 1824]
story-law-below-photo: ಜಿಲ್ಲಾ ಪೊಲೀಸ್ ವರಿಷ್ಠಾಧಿಕಾರಿ ಡಾ.ಬಿ.ನಿಖಿಲ್ ಮಾತನಾಡಿ, ಗಣಿ ಮಾಲೀಕರು ಕಾರ್ಮಿಕರ ಹಿತ ಕಾಪಾಡುವುದು ಮುಖ್ಯ. ಗಣಿಗಾರಿಕೆಯಲ್ಲಿ ಯಾವುದೇ ಅನಾಹುತ ಸಂಭವಿಸದಂತೆ ಮುನ್ನೆಚ್ಚರಿಕೆ ವಹಿಸಬೇಕು ಎಂದರು. ಕಾರ್ಯಾಗಾರದಲ್ಲಿ ಗಣಿ ಸುರಕ್ಷತಾ ಮಹಾನಿರ್ದೇಶನಾಲಯದ ನಿರ್ದೇಶಕರು, ಗಣಿ ಮತ್ತು ಭೂವಿಜ್ಞಾನ ಇಲಾಖೆಯ ಹಿರಿಯ ಭೂವಿಜ್ಞಾನಿಗಳು, ಜಿಲ್ಲೆಯ ವಿವಿಧ ಗಣಿ ಮತ್ತು ಕ್ರಷರ್ ಮಾಲೀಕರು ಹಾಗೂ ಕಾರ್ಮಿಕರು ಪಾಲ್ಗೊಂಡಿದ್ದರು. ಪ್ರತಿನಿತ್ಯ ಗಣಿ ಕಾರ್ಮಿಕರಿಗೆ ಆರೋಗ್ಯ ತಪಾಸಣೆ ನಡೆಸಬೇಕು. ಕಾರ್ಮಿಕರ ವಿಮೆ ಹಾಗೂ ಭವಿಷ್ಯನಿಧಿ ಸೌಲಭ್ಯಗಳನ್ನು ಕಲ್ಪಿಸಬೇಕು. ನಿಯಮ ಉಲ್ಲಂಘಿಸುವ ಗಣಿಗಳ ಪರವಾನಗಿ ರದ್ದುಪಡಿಸಲಾಗುವುದು ಎಂದು ಜಿಲ್ಲಾಧಿಕಾರಿ ತಿಳಿಸಿದರು. ಈ ಸಂದರ್ಭದಲ್ಲಿ ಗಣಿ ಮಾಲೀಕರ ಸಂಘದ ಪದಾಧಿಕಾರಿಗಳು, ಅಧಿಕಾರಿಗಳು ಸೇರಿದಂತೆ ಹಲವರು ಉಪಸ್ಥಿತರಿದ್ದರು.	[600, 1013, 1117, 1111]
